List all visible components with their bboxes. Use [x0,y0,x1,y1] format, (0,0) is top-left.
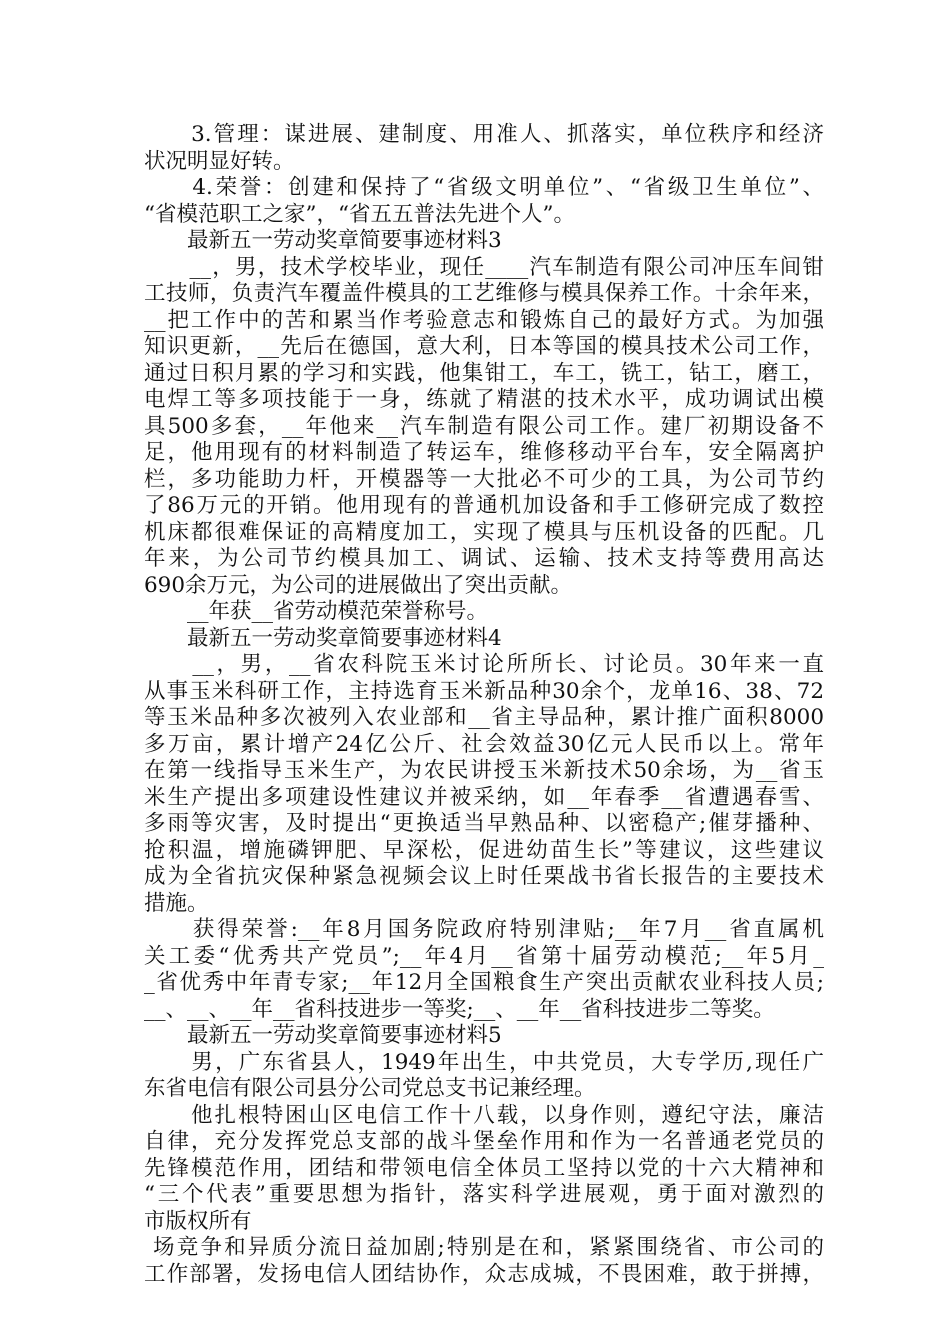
text-line: 工技师，负责汽车覆盖件模具的工艺维修与模具保养工作。十余年来， [144,281,824,306]
text-line: 栏，多功能助力杆，开模器等一大批必不可少的工具，为公司节约 [144,466,824,492]
text-line: 在第一线指导玉米生产，为农民讲授玉米新技术50余场，为__省玉 [144,758,824,783]
text-line: 成为全省抗灾保种紧急视频会议上时任栗战书省长报告的主要技术 [144,864,824,889]
text-line: 690余万元，为公司的进展做出了突出贡献。 [144,572,573,598]
text-line: 3.管理：谋进展、建制度、用准人、抓落实，单位秩序和经济 [144,122,824,147]
text-line: 最新五一劳动奖章简要事迹材料4 [144,625,502,651]
text-line: 具500多套，__年他来__汽车制造有限公司工作。建厂初期设备不 [144,413,824,439]
text-line: 市版权所有 [144,1208,252,1234]
text-line: 年来，为公司节约模具加工、调试、运输、技术支持等费用高达 [144,546,824,571]
text-line: 场竞争和异质分流日益加剧;特别是在和，紧紧围绕省、市公司的 [144,1235,824,1260]
text-line: 电焊工等多项技能于一身，练就了精湛的技术水平，成功调试出模 [144,387,824,412]
text-line: “三个代表”重要思想为指针，落实科学进展观，勇于面对激烈的 [144,1182,824,1207]
text-line: 工作部署，发扬电信人团结协作，众志成城，不畏困难，敢于拼搏， [144,1261,824,1287]
text-line: 多万亩，累计增产24亿公斤、社会效益30亿元人民币以上。常年 [144,731,824,757]
text-line: 状况明显好转。 [144,148,295,174]
text-line: 4.荣誉：创建和保持了“省级文明单位”、“省级卫生单位”、 [144,175,824,200]
text-line: 多雨等灾害，及时提出“更换适当早熟品种、以密稳产;催芽播种、 [144,811,824,836]
text-line: __、__、__年__省科技进步一等奖;__、__年__省科技进步二等奖。 [144,996,775,1022]
text-line: 最新五一劳动奖章简要事迹材料5 [144,1023,502,1048]
text-line: 获得荣誉:__年8月国务院政府特别津贴;__年7月__省直属机 [144,917,824,942]
text-line: _省优秀中年青专家;__年12月全国粮食生产突出贡献农业科技人员; [144,970,824,995]
text-line: 了86万元的开销。他用现有的普通机加设备和手工修研完成了数控 [144,493,824,518]
text-line: 关工委“优秀共产党员”;__年4月__省第十届劳动模范;__年5月_ [144,943,824,969]
text-line: 先锋模范作用，团结和带领电信全体员工坚持以党的十六大精神和 [144,1155,824,1181]
text-line: 米生产提出多项建设性建议并被采纳，如__年春季__省遭遇春雪、 [144,784,824,810]
text-line: __，男，__省农科院玉米讨论所所长、讨论员。30年来一直 [144,652,824,677]
text-line: 男，广东省县人，1949年出生，中共党员，大专学历,现任广 [144,1049,824,1075]
text-line: 他扎根特困山区电信工作十八载，以身作则，遵纪守法，廉洁 [144,1102,824,1128]
text-line: 足，他用现有的材料制造了转运车，维修移动平台车，安全隔离护 [144,440,824,465]
text-line: 知识更新，__先后在德国，意大利，日本等国的模具技术公司工作， [144,334,824,359]
text-line: 东省电信有限公司县分公司党总支书记兼经理。 [144,1076,596,1101]
text-line: __年获__省劳动模范荣誉称号。 [144,599,489,624]
text-line: 抢积温，增施磷钾肥、早深松，促进幼苗生长”等建议，这些建议 [144,837,824,863]
text-line: 机床都很难保证的高精度加工，实现了模具与压机设备的匹配。几 [144,519,824,545]
text-line: 措施。 [144,890,209,916]
text-line: 自律，充分发挥党总支部的战斗堡垒作用和作为一名普通老党员的 [144,1129,824,1154]
text-line: 从事玉米科研工作，主持选育玉米新品种30余个，龙单16、38、72 [144,678,824,704]
text-line: __把工作中的苦和累当作考验意志和锻炼自己的最好方式。为加强 [144,307,824,333]
text-line: 通过日积月累的学习和实践，他集钳工，车工，铣工，钻工，磨工， [144,360,824,386]
text-line: 最新五一劳动奖章简要事迹材料3 [144,228,502,253]
document-body [144,122,824,1288]
text-line: 等玉米品种多次被列入农业部和__省主导品种，累计推广面积8000 [144,705,824,730]
text-line: __，男，技术学校毕业，现任____汽车制造有限公司冲压车间钳 [144,254,824,280]
text-line: “省模范职工之家”，“省五五普法先进个人”。 [144,201,575,227]
